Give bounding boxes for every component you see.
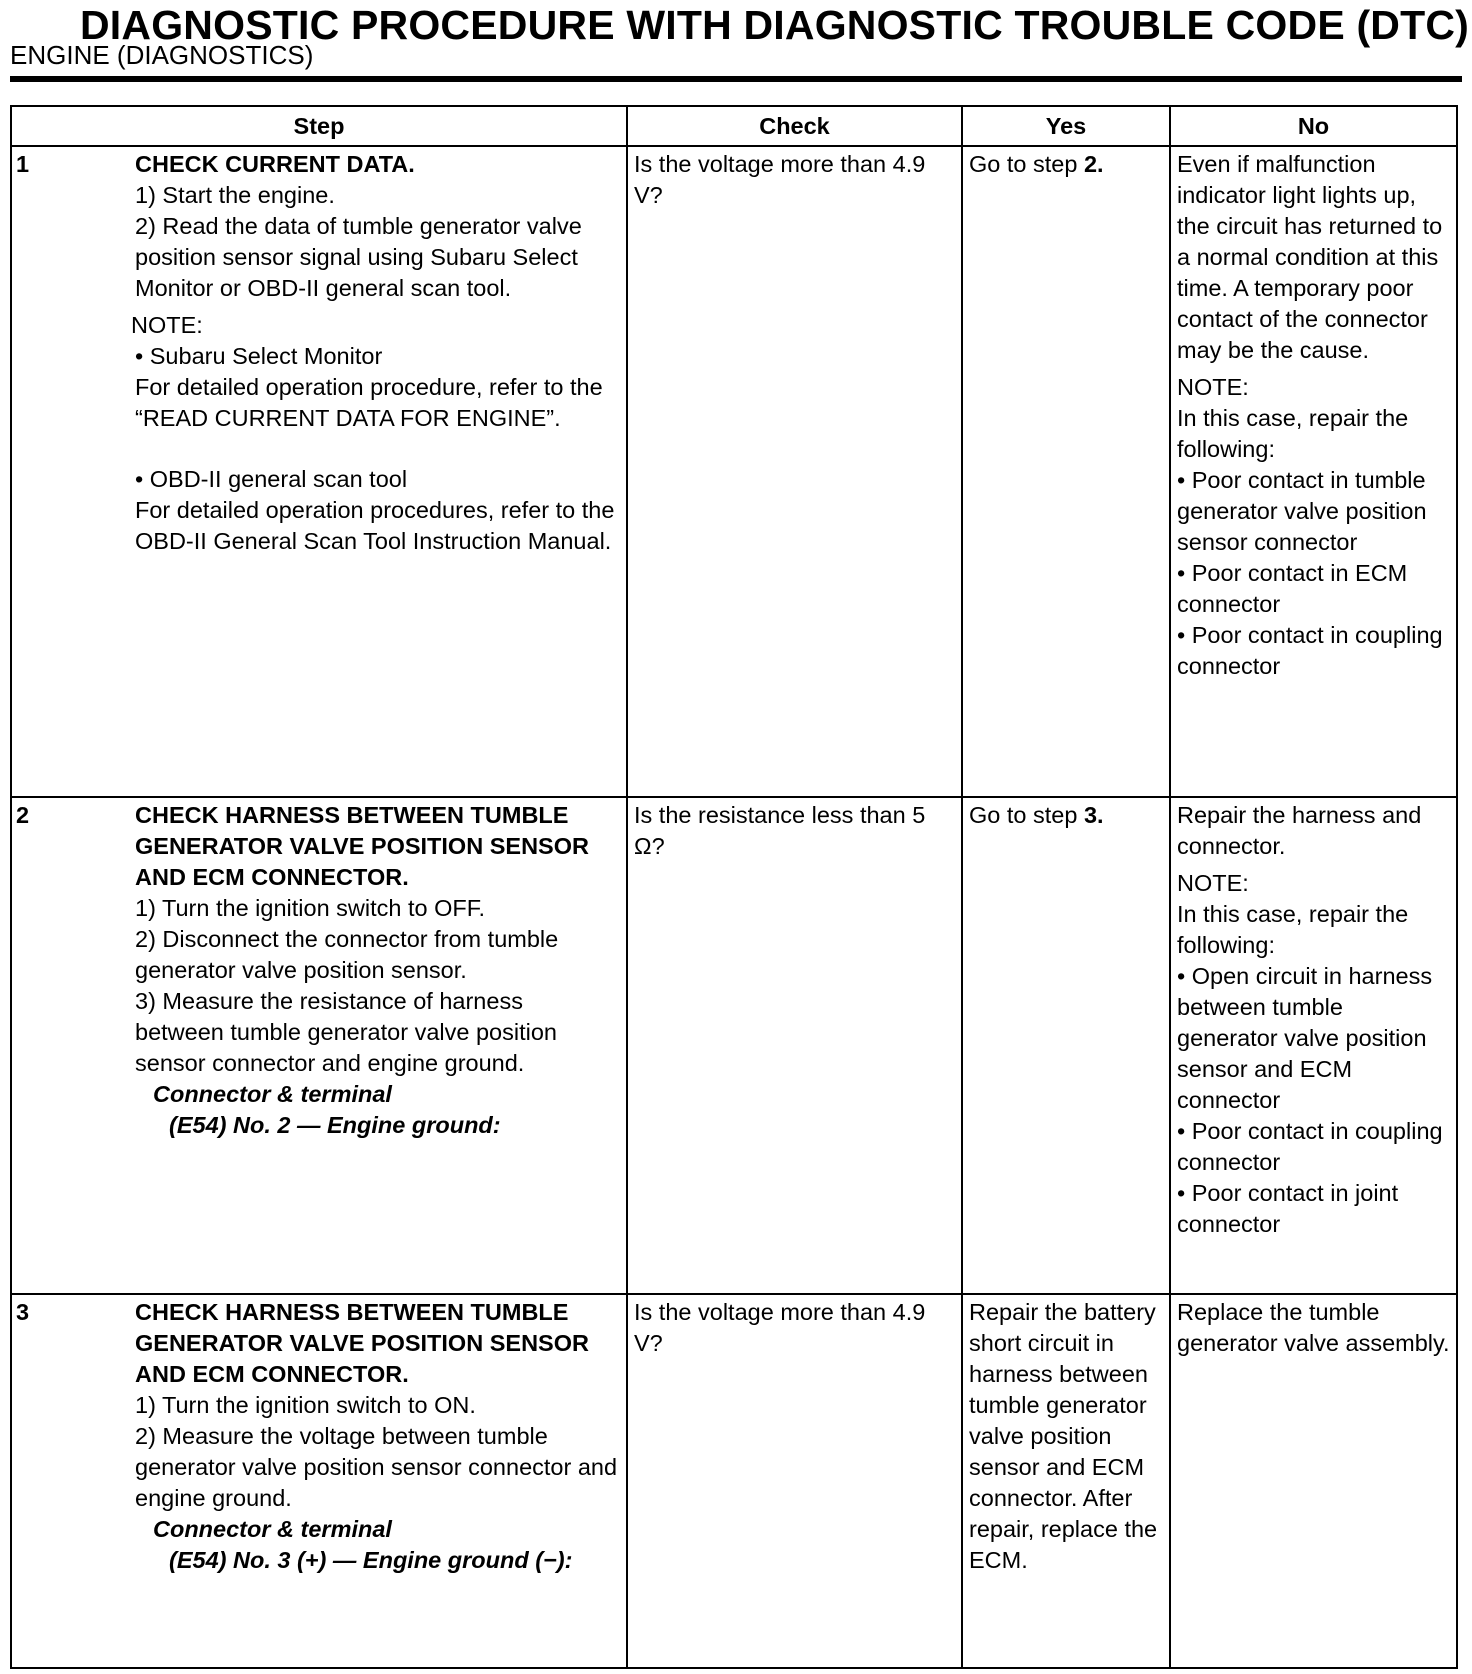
connector-terminal: (E54) No. 2 — Engine ground: [169, 1112, 501, 1138]
step-instruction: 1) Turn the ignition switch to OFF. [135, 895, 486, 921]
note-line: • OBD-II general scan tool [135, 466, 408, 492]
no-note-label: NOTE: [1177, 374, 1249, 400]
yes-step-ref: 2. [1083, 151, 1104, 177]
column-header-step: Step [11, 106, 627, 146]
step-instruction: 3) Measure the resistance of harness between tumble generator valve position sensor connector and engine ground. [135, 988, 557, 1076]
dtc-table [10, 105, 1458, 1669]
connector-label: Connector & terminal [153, 1081, 392, 1107]
no-item: • Poor contact in ECM connector [1177, 560, 1408, 617]
step-title: CHECK CURRENT DATA. [135, 151, 415, 177]
no-note-intro: In this case, repair the following: [1177, 901, 1409, 958]
check-cell: Is the voltage more than 4.9 V? [627, 1294, 962, 1668]
no-cell [1170, 797, 1457, 1294]
column-header-no: No [1170, 106, 1457, 146]
no-item: • Open circuit in harness between tumble generator valve position sensor and ECM connector [1177, 963, 1433, 1113]
step-title: CHECK HARNESS BETWEEN TUMBLE GENERATOR VALVE POSITION SENSOR AND ECM CONNECTOR. [135, 802, 589, 890]
yes-cell [962, 797, 1170, 1294]
connector-label: Connector & terminal [153, 1516, 392, 1542]
table-row [11, 146, 1457, 797]
page-subtitle: ENGINE (DIAGNOSTICS) [10, 40, 314, 70]
column-header-yes: Yes [962, 106, 1170, 146]
page-title: DIAGNOSTIC PROCEDURE WITH DIAGNOSTIC TROUBLE CODE (DTC) [80, 2, 1470, 48]
step-title: CHECK HARNESS BETWEEN TUMBLE GENERATOR VALVE POSITION SENSOR AND ECM CONNECTOR. [135, 1299, 589, 1387]
step-number: 3 [16, 1299, 30, 1325]
connector-terminal: (E54) No. 3 (+) — Engine ground (−): [169, 1547, 573, 1573]
table-row [11, 1294, 1457, 1668]
yes-prefix: Go to step [969, 151, 1084, 177]
step-cell [11, 1294, 627, 1668]
no-item: • Poor contact in tumble generator valve position sensor connector [1177, 467, 1427, 555]
no-cell [1170, 146, 1457, 797]
no-cell: Replace the tumble generator valve assembly. [1170, 1294, 1457, 1668]
note-line: For detailed operation procedure, refer to the “READ CURRENT DATA FOR ENGINE”. [135, 374, 603, 431]
table-header-row [11, 106, 1457, 146]
column-header-check: Check [627, 106, 962, 146]
step-cell [11, 797, 627, 1294]
note-line: • Subaru Select Monitor [135, 343, 383, 369]
table-row [11, 797, 1457, 1294]
step-instruction: 2) Disconnect the connector from tumble generator valve position sensor. [135, 926, 559, 983]
check-cell: Is the voltage more than 4.9 V? [627, 146, 962, 797]
note-label: NOTE: [131, 312, 203, 338]
step-number: 1 [16, 151, 30, 177]
yes-cell [962, 146, 1170, 797]
no-note-label: NOTE: [1177, 870, 1249, 896]
no-text: Even if malfunction indicator light lights up, the circuit has returned to a normal condition at this time. A temporary poor contact of the connector may be the cause. [1177, 151, 1443, 363]
no-item: • Poor contact in coupling connector [1177, 622, 1443, 679]
yes-prefix: Go to step [969, 802, 1084, 828]
step-number: 2 [16, 802, 30, 828]
no-item: • Poor contact in coupling connector [1177, 1118, 1443, 1175]
step-cell [11, 146, 627, 797]
step-instruction: 2) Read the data of tumble generator valve position sensor signal using Subaru Select Monitor or OBD-II general scan tool. [135, 213, 582, 301]
note-line: For detailed operation procedures, refer to the OBD-II General Scan Tool Instruction Manual. [135, 497, 615, 554]
no-text: Repair the harness and connector. [1177, 802, 1422, 859]
no-note-intro: In this case, repair the following: [1177, 405, 1409, 462]
header-rule [10, 76, 1462, 82]
step-instruction: 1) Turn the ignition switch to ON. [135, 1392, 476, 1418]
no-item: • Poor contact in joint connector [1177, 1180, 1399, 1237]
step-instruction: 2) Measure the voltage between tumble generator valve position sensor connector and engine ground. [135, 1423, 618, 1511]
check-cell: Is the resistance less than 5 Ω? [627, 797, 962, 1294]
yes-cell: Repair the battery short circuit in harness between tumble generator valve position sensor and ECM connector. After repair, replace the ECM. [962, 1294, 1170, 1668]
step-instruction: 1) Start the engine. [135, 182, 335, 208]
yes-step-ref: 3. [1083, 802, 1104, 828]
